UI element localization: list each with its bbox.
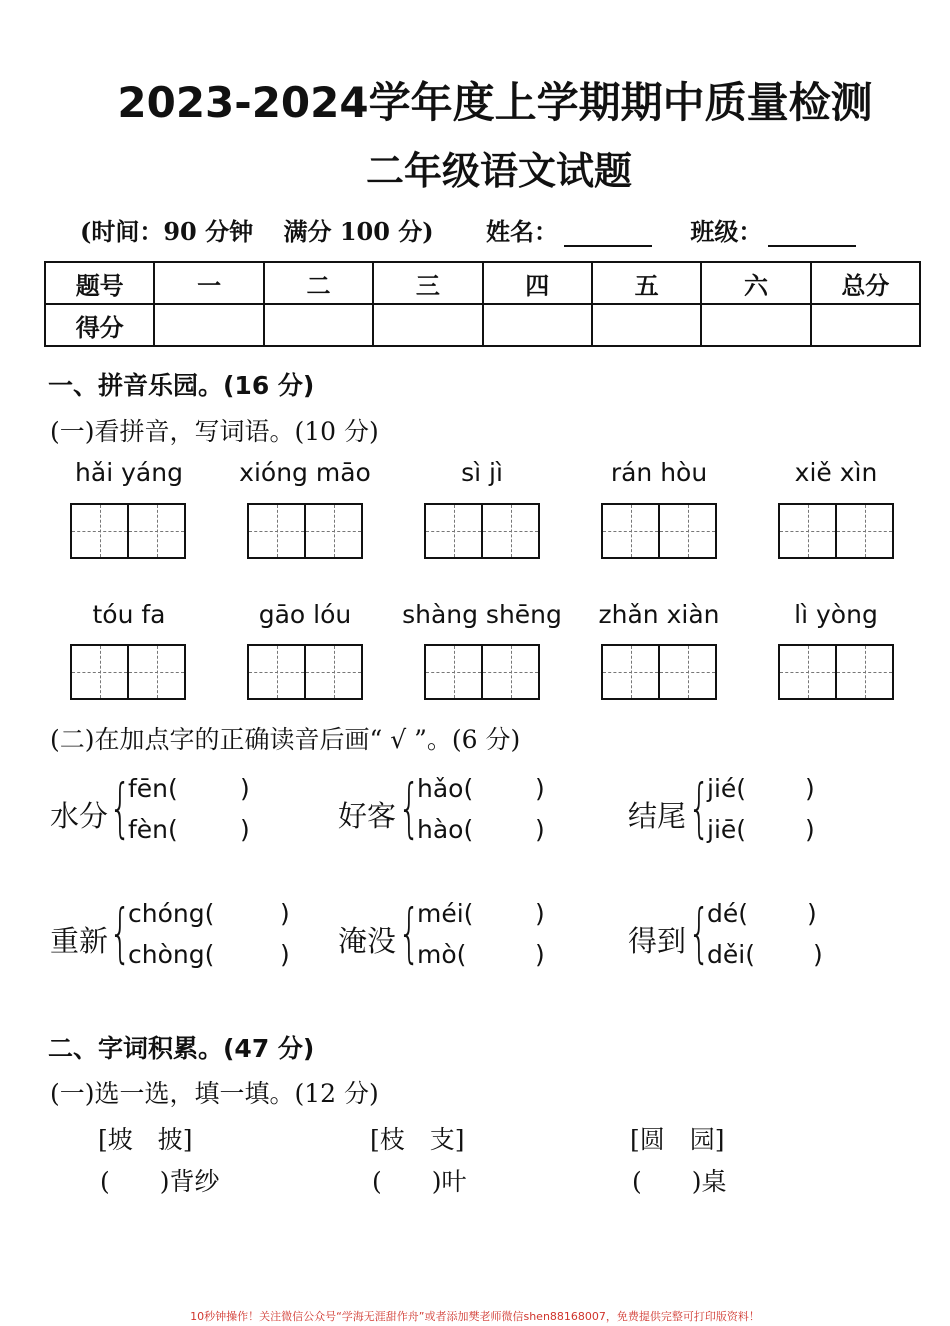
pronunciation-word: 水分 — [50, 799, 109, 833]
score-table-cell: 总分 — [811, 262, 920, 304]
brace-icon: { — [109, 897, 132, 971]
pronunciation-option[interactable]: fèn( ) — [128, 815, 250, 844]
choice-blank[interactable]: ( )桌 — [632, 1167, 727, 1196]
choice-options: [枝 支] — [370, 1125, 465, 1154]
writing-grid[interactable] — [247, 503, 363, 559]
score-table-cell: 六 — [701, 262, 810, 304]
pronunciation-option[interactable]: dé( ) — [707, 899, 817, 928]
exam-info-line — [80, 212, 856, 247]
score-table-cell: 二 — [264, 262, 373, 304]
writing-grid[interactable] — [601, 644, 717, 700]
choice-blank[interactable]: ( )背纱 — [100, 1167, 220, 1196]
section1-part2-heading: (二)在加点字的正确读音后画“ √ ”。(6 分) — [50, 725, 521, 754]
section2-part1-heading: (一)选一选，填一填。(12 分) — [50, 1079, 379, 1108]
name-field[interactable] — [564, 223, 652, 247]
pinyin-label: lì yòng — [794, 600, 878, 629]
footer-notice: 10秒钟操作！关注微信公众号“学海无涯甜作舟”或者添加樊老师微信shen88168007，免费提供完整可打印版资料！ — [190, 1310, 760, 1323]
score-table — [44, 261, 921, 347]
score-input-cell[interactable] — [264, 304, 373, 346]
score-table-cell: 题号 — [45, 262, 154, 304]
pinyin-label: rán hòu — [610, 458, 708, 487]
pinyin-label: shàng shēng — [402, 600, 562, 629]
writing-grid[interactable] — [778, 644, 894, 700]
writing-grid[interactable] — [424, 503, 540, 559]
pinyin-label: xiě xìn — [794, 458, 878, 487]
writing-grid[interactable] — [70, 503, 186, 559]
pronunciation-word: 淹没 — [338, 924, 397, 958]
score-row-label: 得分 — [45, 304, 154, 346]
writing-grid[interactable] — [601, 503, 717, 559]
score-input-cell[interactable] — [154, 304, 263, 346]
pronunciation-option[interactable]: jié( ) — [707, 774, 815, 803]
score-input-cell[interactable] — [483, 304, 592, 346]
pronunciation-option[interactable]: hǎo( ) — [417, 774, 545, 803]
pronunciation-option[interactable]: hào( ) — [417, 815, 545, 844]
section1-part1-heading: (一)看拼音，写词语。(10 分) — [50, 417, 379, 446]
pronunciation-option[interactable]: jiē( ) — [707, 815, 815, 844]
score-table-cell: 四 — [483, 262, 592, 304]
writing-grid[interactable] — [424, 644, 540, 700]
pronunciation-option[interactable]: mò( ) — [417, 940, 545, 969]
pinyin-label: zhǎn xiàn — [598, 600, 720, 629]
exam-full-score: 满分 100 分) — [283, 217, 434, 246]
score-table-score-row — [45, 304, 920, 346]
brace-icon: { — [688, 772, 711, 846]
exam-title: 2023-2024学年度上学期期中质量检测 — [117, 78, 873, 127]
pronunciation-option[interactable]: méi( ) — [417, 899, 545, 928]
choice-options: [圆 园] — [630, 1125, 725, 1154]
section1-heading: 一、拼音乐园。(16 分) — [48, 371, 315, 400]
score-input-cell[interactable] — [373, 304, 482, 346]
exam-time: (时间：90 分钟 — [80, 217, 254, 246]
pinyin-label: tóu fa — [92, 600, 166, 629]
pronunciation-word: 好客 — [338, 799, 397, 833]
pronunciation-option[interactable]: chóng( ) — [128, 899, 290, 928]
brace-icon: { — [398, 897, 421, 971]
score-table-cell: 一 — [154, 262, 263, 304]
pronunciation-option[interactable]: děi( ) — [707, 940, 823, 969]
pinyin-label: sì jì — [461, 458, 503, 487]
pinyin-label: gāo lóu — [258, 600, 352, 629]
pinyin-label: xióng māo — [239, 458, 371, 487]
pronunciation-word: 得到 — [628, 924, 687, 958]
score-input-cell[interactable] — [811, 304, 920, 346]
pronunciation-word: 重新 — [50, 924, 109, 958]
brace-icon: { — [109, 772, 132, 846]
pronunciation-option[interactable]: fēn( ) — [128, 774, 250, 803]
score-table-cell: 五 — [592, 262, 701, 304]
writing-grid[interactable] — [778, 503, 894, 559]
exam-subtitle: 二年级语文试题 — [365, 149, 632, 193]
score-input-cell[interactable] — [701, 304, 810, 346]
name-label: 姓名： — [486, 217, 558, 246]
writing-grid[interactable] — [247, 644, 363, 700]
pronunciation-word: 结尾 — [628, 799, 687, 833]
class-label: 班级： — [690, 217, 763, 246]
brace-icon: { — [398, 772, 421, 846]
section2-heading: 二、字词积累。(47 分) — [48, 1034, 315, 1063]
writing-grid[interactable] — [70, 644, 186, 700]
score-table-cell: 三 — [373, 262, 482, 304]
pinyin-label: hǎi yáng — [75, 458, 183, 487]
score-table-header-row — [45, 262, 920, 304]
class-field[interactable] — [768, 223, 856, 247]
brace-icon: { — [688, 897, 711, 971]
pronunciation-option[interactable]: chòng( ) — [128, 940, 290, 969]
score-input-cell[interactable] — [592, 304, 701, 346]
choice-options: [坡 披] — [98, 1125, 193, 1154]
choice-blank[interactable]: ( )叶 — [372, 1167, 467, 1196]
